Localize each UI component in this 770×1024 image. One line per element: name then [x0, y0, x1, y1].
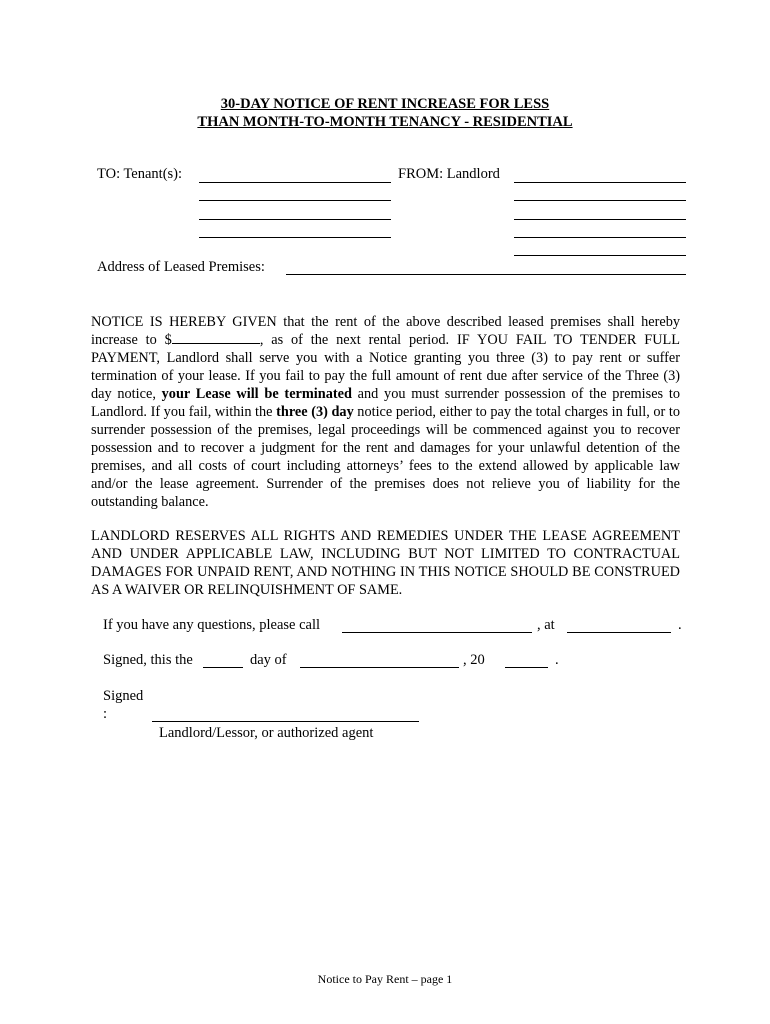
signed-day-line[interactable] [203, 667, 243, 668]
signed-colon: : [103, 706, 108, 722]
questions-label: If you have any questions, please call [103, 617, 321, 633]
signed-label: Signed [103, 688, 144, 704]
at-label: , at [537, 617, 555, 633]
tenant-name-line-4[interactable] [199, 237, 391, 238]
landlord-name-line-4[interactable] [514, 237, 686, 238]
year-prefix-label: , 20 [463, 652, 485, 668]
document-title-line-2: THAN MONTH-TO-MONTH TENANCY - RESIDENTIAL [197, 114, 573, 130]
contact-name-line[interactable] [342, 632, 532, 633]
address-line[interactable] [286, 274, 686, 275]
notice-paragraph: NOTICE IS HEREBY GIVEN that the rent of the above described leased premises shall hereby increase to $ , as of the next rental period. IF YOU FAIL TO TENDER FULL PAYMENT, Landlord shall serve you with a Notice granting you three (3) to pay rent or suffer termination of your lease. If you fail to pay the full amount of rent due after service of the Three (3) day notice, your Lease will be terminated and you must surrender possession of the premises to Landlord. If you fail, within the three (3) day notice period, either to pay the total charges in full, or to surrender possession of the premises, legal proceedings will be commenced against you to recover possession and to recover a judgment for the rent and damages for your unlawful detention of the premises, and all costs of court including attorneys’ fees to the extend allowed by applicable law and/or the lease agreement. Surrender of the premises does not relieve you of liability for the outstanding balance. [91, 314, 680, 510]
signed-date-period: . [555, 652, 559, 668]
signer-caption: Landlord/Lessor, or authorized agent [159, 725, 374, 741]
reservation-paragraph: LANDLORD RESERVES ALL RIGHTS AND REMEDIES UNDER THE LEASE AGREEMENT AND UNDER APPLICABLE LAW, INCLUDING BUT NOT LIMITED TO CONTRACTUAL DAMAGES FOR UNPAID RENT, AND NOTHING IN THIS NOTICE SHOULD BE CONSTRUED AS A WAIVER OR RELINQUISHMENT OF SAME. [91, 528, 680, 598]
landlord-name-line-2[interactable] [514, 200, 686, 201]
signed-year-line[interactable] [505, 667, 548, 668]
tenant-name-line-1[interactable] [199, 182, 391, 183]
signed-month-line[interactable] [300, 667, 459, 668]
signature-line[interactable] [152, 721, 419, 722]
rent-amount-blank[interactable] [172, 331, 260, 344]
page-footer: Notice to Pay Rent – page 1 [317, 972, 453, 986]
day-of-label: day of [250, 652, 287, 668]
landlord-name-line-5[interactable] [514, 255, 686, 256]
signed-this-label: Signed, this the [103, 652, 193, 668]
address-label: Address of Leased Premises: [97, 259, 265, 275]
contact-phone-line[interactable] [567, 632, 671, 633]
contact-period: . [678, 617, 682, 633]
landlord-label: FROM: Landlord [398, 166, 500, 182]
document-title-line-1: 30-DAY NOTICE OF RENT INCREASE FOR LESS [220, 96, 550, 112]
tenant-label: TO: Tenant(s): [97, 166, 183, 182]
tenant-name-line-3[interactable] [199, 219, 391, 220]
landlord-name-line-3[interactable] [514, 219, 686, 220]
landlord-name-line-1[interactable] [514, 182, 686, 183]
tenant-name-line-2[interactable] [199, 200, 391, 201]
